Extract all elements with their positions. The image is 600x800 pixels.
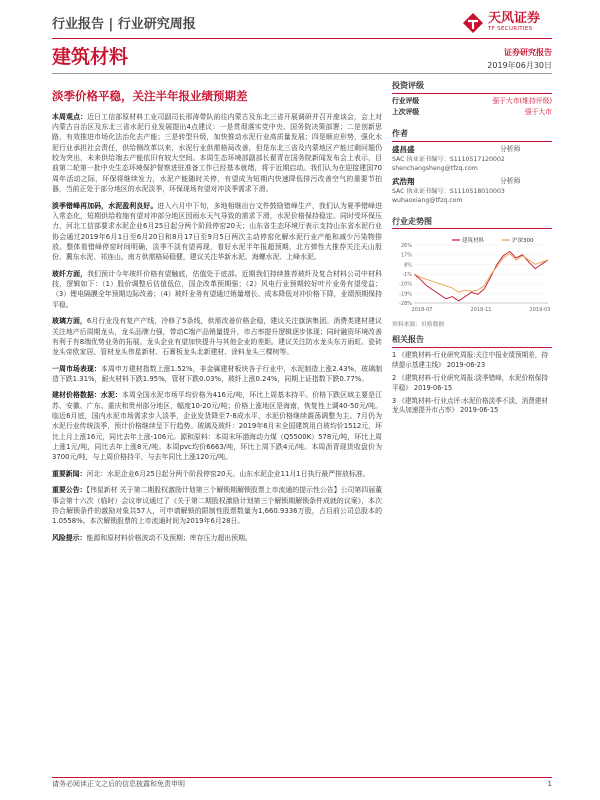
sidebar (392, 78, 552, 419)
paragraph-lead: 重要新闻： (52, 469, 87, 478)
main-column (52, 88, 382, 549)
author-email[interactable]: shenchangsheng@tfzq.com (392, 164, 478, 172)
paragraph-prices (52, 390, 382, 463)
paragraph-lead: 风险提示： (52, 533, 87, 542)
paragraph-market (52, 364, 382, 385)
paragraph-text: 6月行业没有复产产线，冷修了5条线，供需改善价格企稳，建议关注旗滨集团。消费类建材建议关注地产后周期龙头，龙头品牌力强，带动C端产品销量提升，市占率提升逻辑逐步体现；同时融资环境改善有利于有8端优势业务的拓展。龙头企业有望加快提升与其他企业的差距。建议关注防水龙头东方雨虹、瓷砖龙头帝欧家居、管材龙头伟星新材、石膏板龙头北新建材、涂料龙头三棵树等。 (52, 317, 383, 357)
industry-rating (392, 97, 552, 107)
x-tick-label: 2018-11 (470, 307, 492, 314)
paragraph-text: 本周全国水泥市场平均价格为416元/吨，环比上周基本持平。价格下跌区域主要是江苏、安徽、广东、重庆和贵州部分地区，幅度10-20元/吨；价格上涨地区是海南，恢复性上调40-50元/吨。临近6月底，国内水泥市场需求步入淡季，企业发货降至7-8成水平，水泥价格继续震荡调整为主。7月仍为水泥行业传统淡季，预计价格继续呈下行趋势。玻璃及玻纤：2019年6月末全国建筑用白玻均价1512元，环比上月上涨16元，同比去年上涨-106元。源和原料：本周末环渤海动力煤（Q5500K）578元/吨，环比上周上涨1元/吨，同比去年上涨8元/吨。本周pvc均价6663/吨，环比上周下跌4元/吨。本周沥青现货收盘价为3700元/吨，与上周价格持平，与去年同比上涨120元/吨。 (52, 391, 382, 462)
paragraph-lead: 淡季错峰再加码，水泥盈利良好。 (52, 201, 158, 210)
author-name: 盛昌盛 (392, 144, 415, 154)
author-cert: SAC 执业证书编号：S1110517120002 (392, 155, 505, 163)
paragraph-text: 【伟星新材 关于第二期股权激励计划第三个解锁期解锁股票上市流通的提示性公告】公司第四届董事会第十六次（临时）会议审议通过了《关于第二期股权激励计划第三个解锁期解锁条件成就的议案》，本次符合解锁条件的激励对象共57人，可申请解锁的限制性股票数量为1,660.9336万股，占目前公司总股本的1.0558%。本次解锁股票的上市流通时间为2019年6月28日。 (52, 486, 382, 526)
y-tick-label: 8% (404, 262, 412, 269)
paragraph-text: 河北：水泥企业6月25日起分两个阶段停窑20天。山东水泥企业11月1日执行最严排放标准。 (86, 469, 370, 478)
company-logo (462, 10, 552, 38)
paragraph-lead: 建材价格数据：水泥： (52, 391, 122, 400)
paragraph-glassfiber (52, 269, 382, 310)
trend-chart (392, 235, 552, 315)
related-report[interactable]: 2 《建筑材料-行业研究周报:淡季错峰，水泥价格保持平稳》 2019-06-15 (392, 373, 548, 392)
paragraph-news (52, 469, 382, 479)
page-number: 1 (547, 779, 552, 788)
header-divider (52, 38, 552, 39)
y-tick-label: -1% (402, 272, 412, 279)
doc-date: 2019年06月30日 (487, 61, 552, 70)
related-header: 相关报告 (392, 334, 552, 348)
y-tick-label: -28% (399, 301, 412, 308)
paragraph-lead: 玻璃方面， (52, 317, 87, 326)
y-tick-label: -10% (399, 281, 412, 288)
y-tick-label: -19% (399, 291, 412, 298)
paragraph-text: 能源和原材料价格波动不及预期；库存压力超出预期。 (86, 533, 252, 542)
author-entry (392, 177, 552, 206)
report-header (52, 10, 552, 40)
author-email[interactable]: wuhaoxiang@tfzq.com (392, 196, 463, 204)
doc-type: 证券研究报告 (504, 48, 552, 57)
paragraph-text: 我们预计今年玻纤价格有望触底，估值处于底部。近期我们持续推荐玻纤及复合材料公司中材科技，逻辑如下：（1）股价调整后估值低位，国企改革预期强；（2）风电行业预期较好叶片业务有望受益；（3）锂电隔膜全年预期边际改善；（4）玻纤业务有望通过销量增长、成本降低对冲价格下降，业绩预期保持平稳。 (52, 269, 383, 309)
author-entry (392, 145, 552, 174)
industry-title: 建筑材料 (52, 46, 129, 68)
paragraph-glass (52, 316, 382, 357)
logo-sub: TF SECURITIES (488, 26, 533, 32)
paragraph-lead: 重要公告： (52, 486, 87, 495)
report-category: 行业报告 | 行业研究周报 (52, 17, 196, 32)
last-rating-value: 强于大市 (524, 108, 552, 117)
x-tick-label: 2019-03 (529, 307, 551, 314)
paragraph-lead: 玻纤方面， (52, 269, 88, 278)
logo-icon (462, 12, 484, 34)
chart-header: 行业走势图 (392, 216, 552, 230)
paragraph-risk (52, 533, 382, 543)
y-tick-label: 26% (400, 243, 412, 250)
paragraph-view (52, 112, 382, 195)
paragraph-lead: 本周观点： (52, 112, 88, 121)
author-cert: SAC 执业证书编号：S1110518010003 (392, 187, 505, 195)
author-header: 作者 (392, 128, 552, 142)
author-role: 分析师 (500, 176, 521, 185)
headline: 淡季价格平稳，关注半年报业绩预期差 (52, 89, 248, 103)
paragraph-lead: 一周市场表现： (52, 364, 101, 373)
rating-header: 投资评级 (392, 80, 552, 94)
x-tick-label: 2018-07 (411, 307, 433, 314)
legend-label: 沪深300 (512, 238, 534, 245)
paragraph-cement (52, 201, 382, 263)
logo-name: 天风证券 (488, 11, 541, 26)
paragraph-text: 近日工信部原材料工业司副司长邢涛带队前往内蒙古及东北三省开展调研并召开座谈会，会上对内蒙古自治区及东北三省水泥行业发展提出4点建议：一是贯彻落实党中央、国务院决策部署；二是创新思路，有效推进市场化法治化去产能；三是转型升级，加快推动水泥行业高质量发展；四是顺应形势，强化水泥行业承担社会责任，供给侧改革以来，水泥行业供需格局改善，但是东北三省及内蒙地区产能过剩问题仍较为突出，未来供给端去产能依旧有较大空间。本周生态环境部副部长翟青在国务院新闻发布会上表示，目前第二轮第一批中央生态环境保护督察进驻准备工作已经基本就绪，将于近期启动。我们认为在迎接建国70周年活动之际，环保将继续发力，水泥产能随时关停，有望成为短期内快速降低排污改善空气的重要节拍器，当前正处于部分地区的水泥淡季，环保现场有望对冲淡季需求下滑。 (52, 112, 383, 194)
series-line-csi300 (414, 254, 548, 293)
paragraph-announcement (52, 485, 382, 526)
paragraph-text: 进入六月中下旬，多地相继出台文件鼓励错峰生产，我们认为夏季错峰进入常态化，短期供给收缩有望对冲部分地区因雨水天气导致的需求下滑，水泥价格保持稳定。同时受环保压力，河北工信部要求水泥企业6月25日起分两个阶段停窑20天；山东省生态环境厅表示支持山东省水泥行业协会通过2019年6月1日至6月20日和8月17日至9月5日两次主动停窑化解水泥行业产能和减少污染物排放。整体看错峰停窑时间明确，淡季不淡有望再现，看好水泥半年报超预期，北方弹性大推荐关注天山股份、冀东水泥、祁连山。南方供需格局稳健，建议关注华新水泥、海螺水泥、上峰水泥。 (52, 201, 383, 262)
industry-rating-value: 强于大市(维持评级) (492, 96, 552, 105)
footer-divider (52, 777, 552, 778)
author-name: 武浩翔 (392, 176, 415, 186)
author-role: 分析师 (500, 144, 521, 153)
chart-source: 资料来源：贝格数据 (392, 322, 445, 328)
industry-rating-label: 行业评级 (392, 96, 420, 105)
related-report[interactable]: 1 《建筑材料-行业研究周报:关注中报业绩预期差，持续提示基建主线》 2019-06-23 (392, 350, 548, 369)
legend-label: 建筑材料 (462, 238, 485, 245)
last-rating (392, 108, 552, 118)
footer-disclaimer: 请务必阅读正文之后的信息披露和免责申明 (52, 779, 185, 788)
title-divider (52, 73, 552, 74)
related-report[interactable]: 3 《建筑材料-行业点评:水泥价格淡季不淡，消费建材龙头加速提升市占率》 2019-06-15 (392, 396, 548, 415)
y-tick-label: 17% (400, 252, 412, 259)
paragraph-text: 本周申万建材指数上涨1.52%，非金属建材板块各子行业中，水泥制造上涨2.43%，玻璃制造下跌1.31%，耐火材料下跌1.95%，管材下跌0.03%，玻纤上涨0.24%，同期上证指数下跌0.77%。 (52, 364, 383, 383)
last-rating-label: 上次评级 (392, 108, 420, 117)
